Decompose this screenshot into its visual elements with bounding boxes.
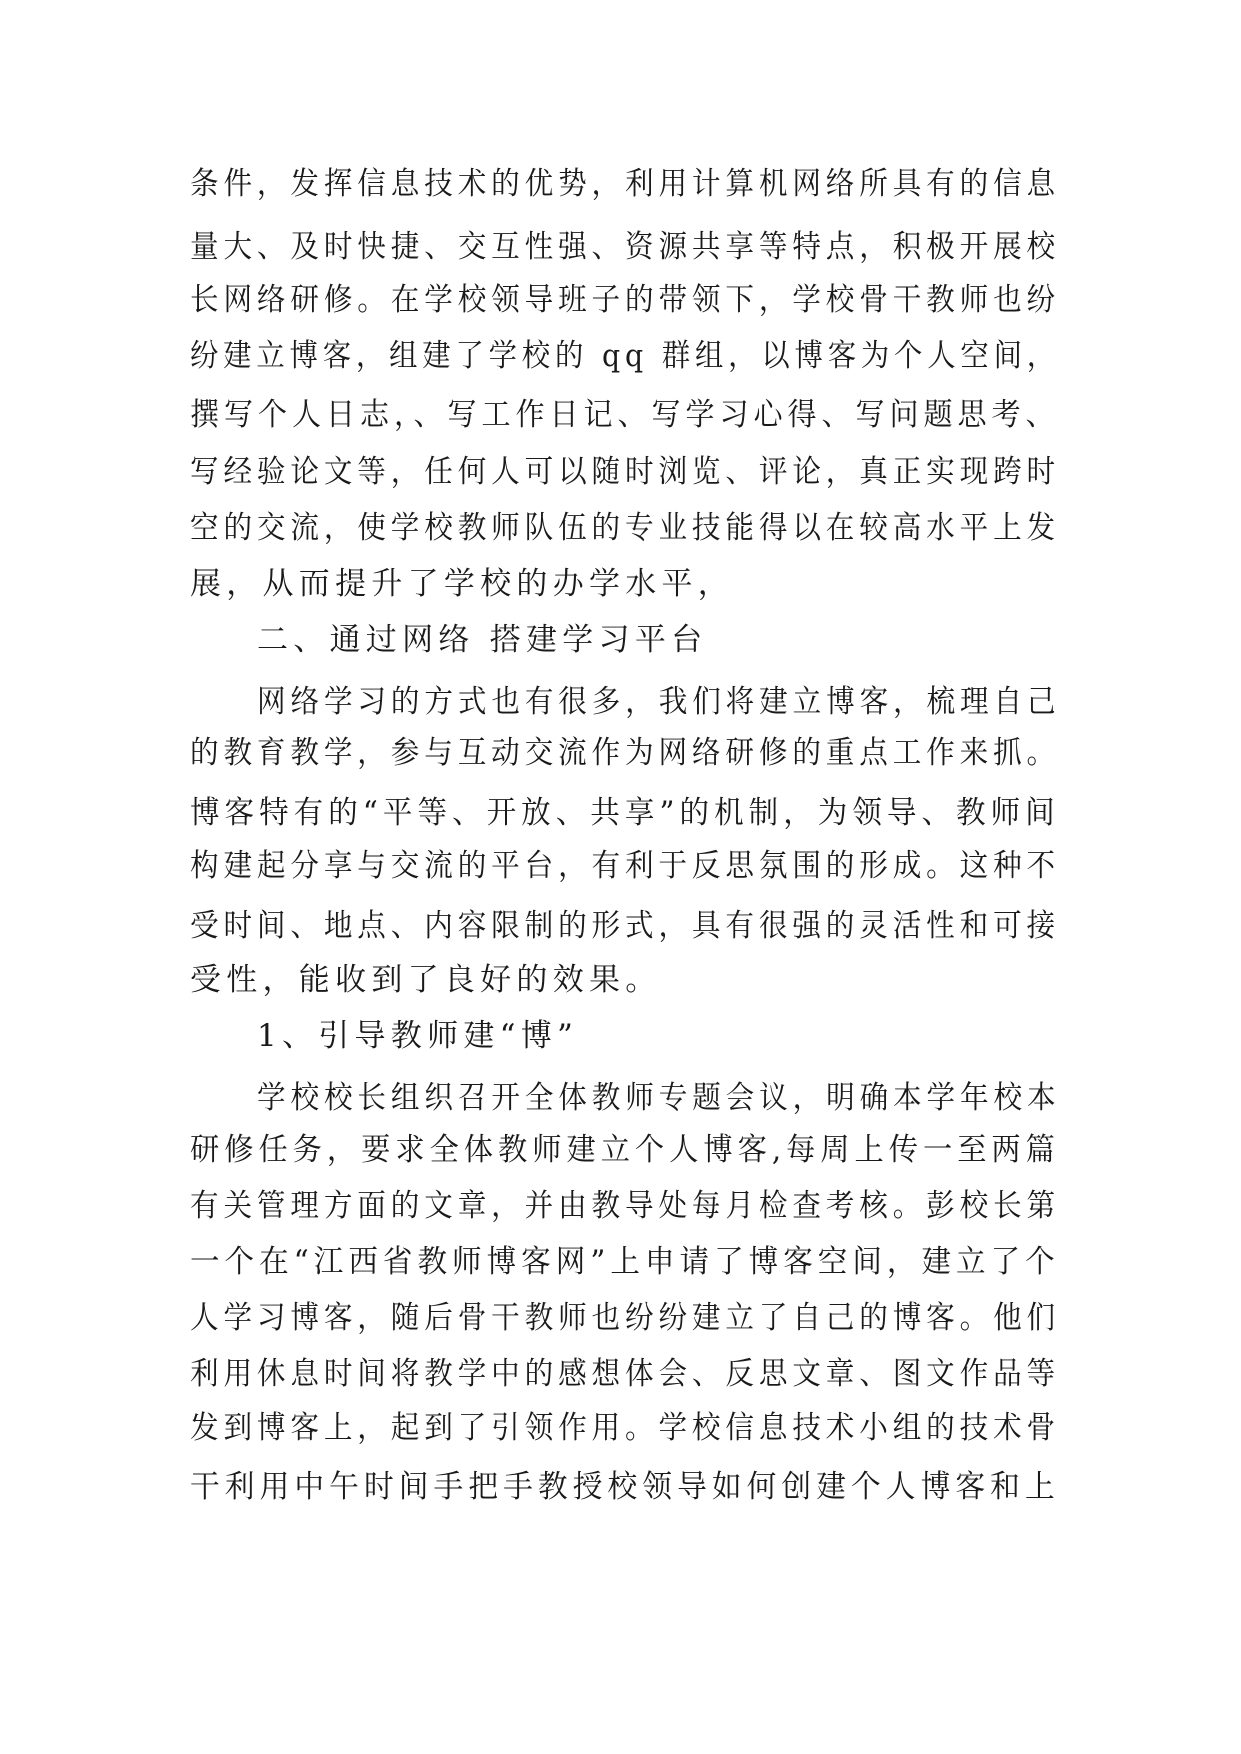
text-line: 利用休息时间将教学中的感想体会、反思文章、图文作品等 bbox=[190, 1356, 1061, 1392]
text-line: 受时间、地点、内容限制的形式，具有很强的灵活性和可接 bbox=[190, 908, 1061, 944]
text-line: 展，从而提升了学校的办学水平， bbox=[190, 566, 735, 602]
text-line: 博客特有的“平等、开放、共享”的机制，为领导、教师间 bbox=[190, 795, 1060, 831]
text-line: 写经验论文等，任何人可以随时浏览、评论，真正实现跨时 bbox=[190, 454, 1061, 490]
text-line: 空的交流，使学校教师队伍的专业技能得以在较高水平上发 bbox=[190, 510, 1061, 546]
section-heading: 二、通过网络 搭建学习平台 bbox=[257, 622, 708, 658]
text-line: 一个在“江西省教师博客网”上申请了博客空间，建立了个 bbox=[190, 1244, 1060, 1280]
text-line: 条件，发挥信息技术的优势，利用计算机网络所具有的信息 bbox=[190, 166, 1061, 202]
text-line: 有关管理方面的文章，并由教导处每月检查考核。彭校长第 bbox=[190, 1188, 1061, 1224]
text-line: 干利用中午时间手把手教授校领导如何创建个人博客和上 bbox=[190, 1469, 1060, 1505]
text-line: 受性，能收到了良好的效果。 bbox=[190, 962, 662, 998]
text-line: 量大、及时快捷、交互性强、资源共享等特点，积极开展校 bbox=[190, 229, 1061, 265]
text-line: 的教育教学，参与互动交流作为网络研修的重点工作来抓。 bbox=[190, 735, 1061, 771]
text-line: 撰写个人日志，、写工作日记、写学习心得、写问题思考、 bbox=[190, 397, 1060, 433]
text-line: 发到博客上，起到了引领作用。学校信息技术小组的技术骨 bbox=[190, 1410, 1061, 1446]
text-line: 研修任务，要求全体教师建立个人博客,每周上传一至两篇 bbox=[190, 1132, 1060, 1168]
text-line: 人学习博客，随后骨干教师也纷纷建立了自己的博客。他们 bbox=[190, 1300, 1061, 1336]
text-line: 网络学习的方式也有很多，我们将建立博客，梳理自己 bbox=[257, 684, 1061, 720]
text-line: 长网络研修。在学校领导班子的带领下，学校骨干教师也纷 bbox=[190, 282, 1061, 318]
text-line: 构建起分享与交流的平台，有利于反思氛围的形成。这种不 bbox=[190, 848, 1061, 884]
text-line: 学校校长组织召开全体教师专题会议，明确本学年校本 bbox=[257, 1080, 1061, 1116]
subsection-heading: 1、引导教师建“博” bbox=[257, 1018, 579, 1054]
text-line: 纷建立博客，组建了学校的 qq 群组，以博客为个人空间， bbox=[190, 338, 1060, 374]
